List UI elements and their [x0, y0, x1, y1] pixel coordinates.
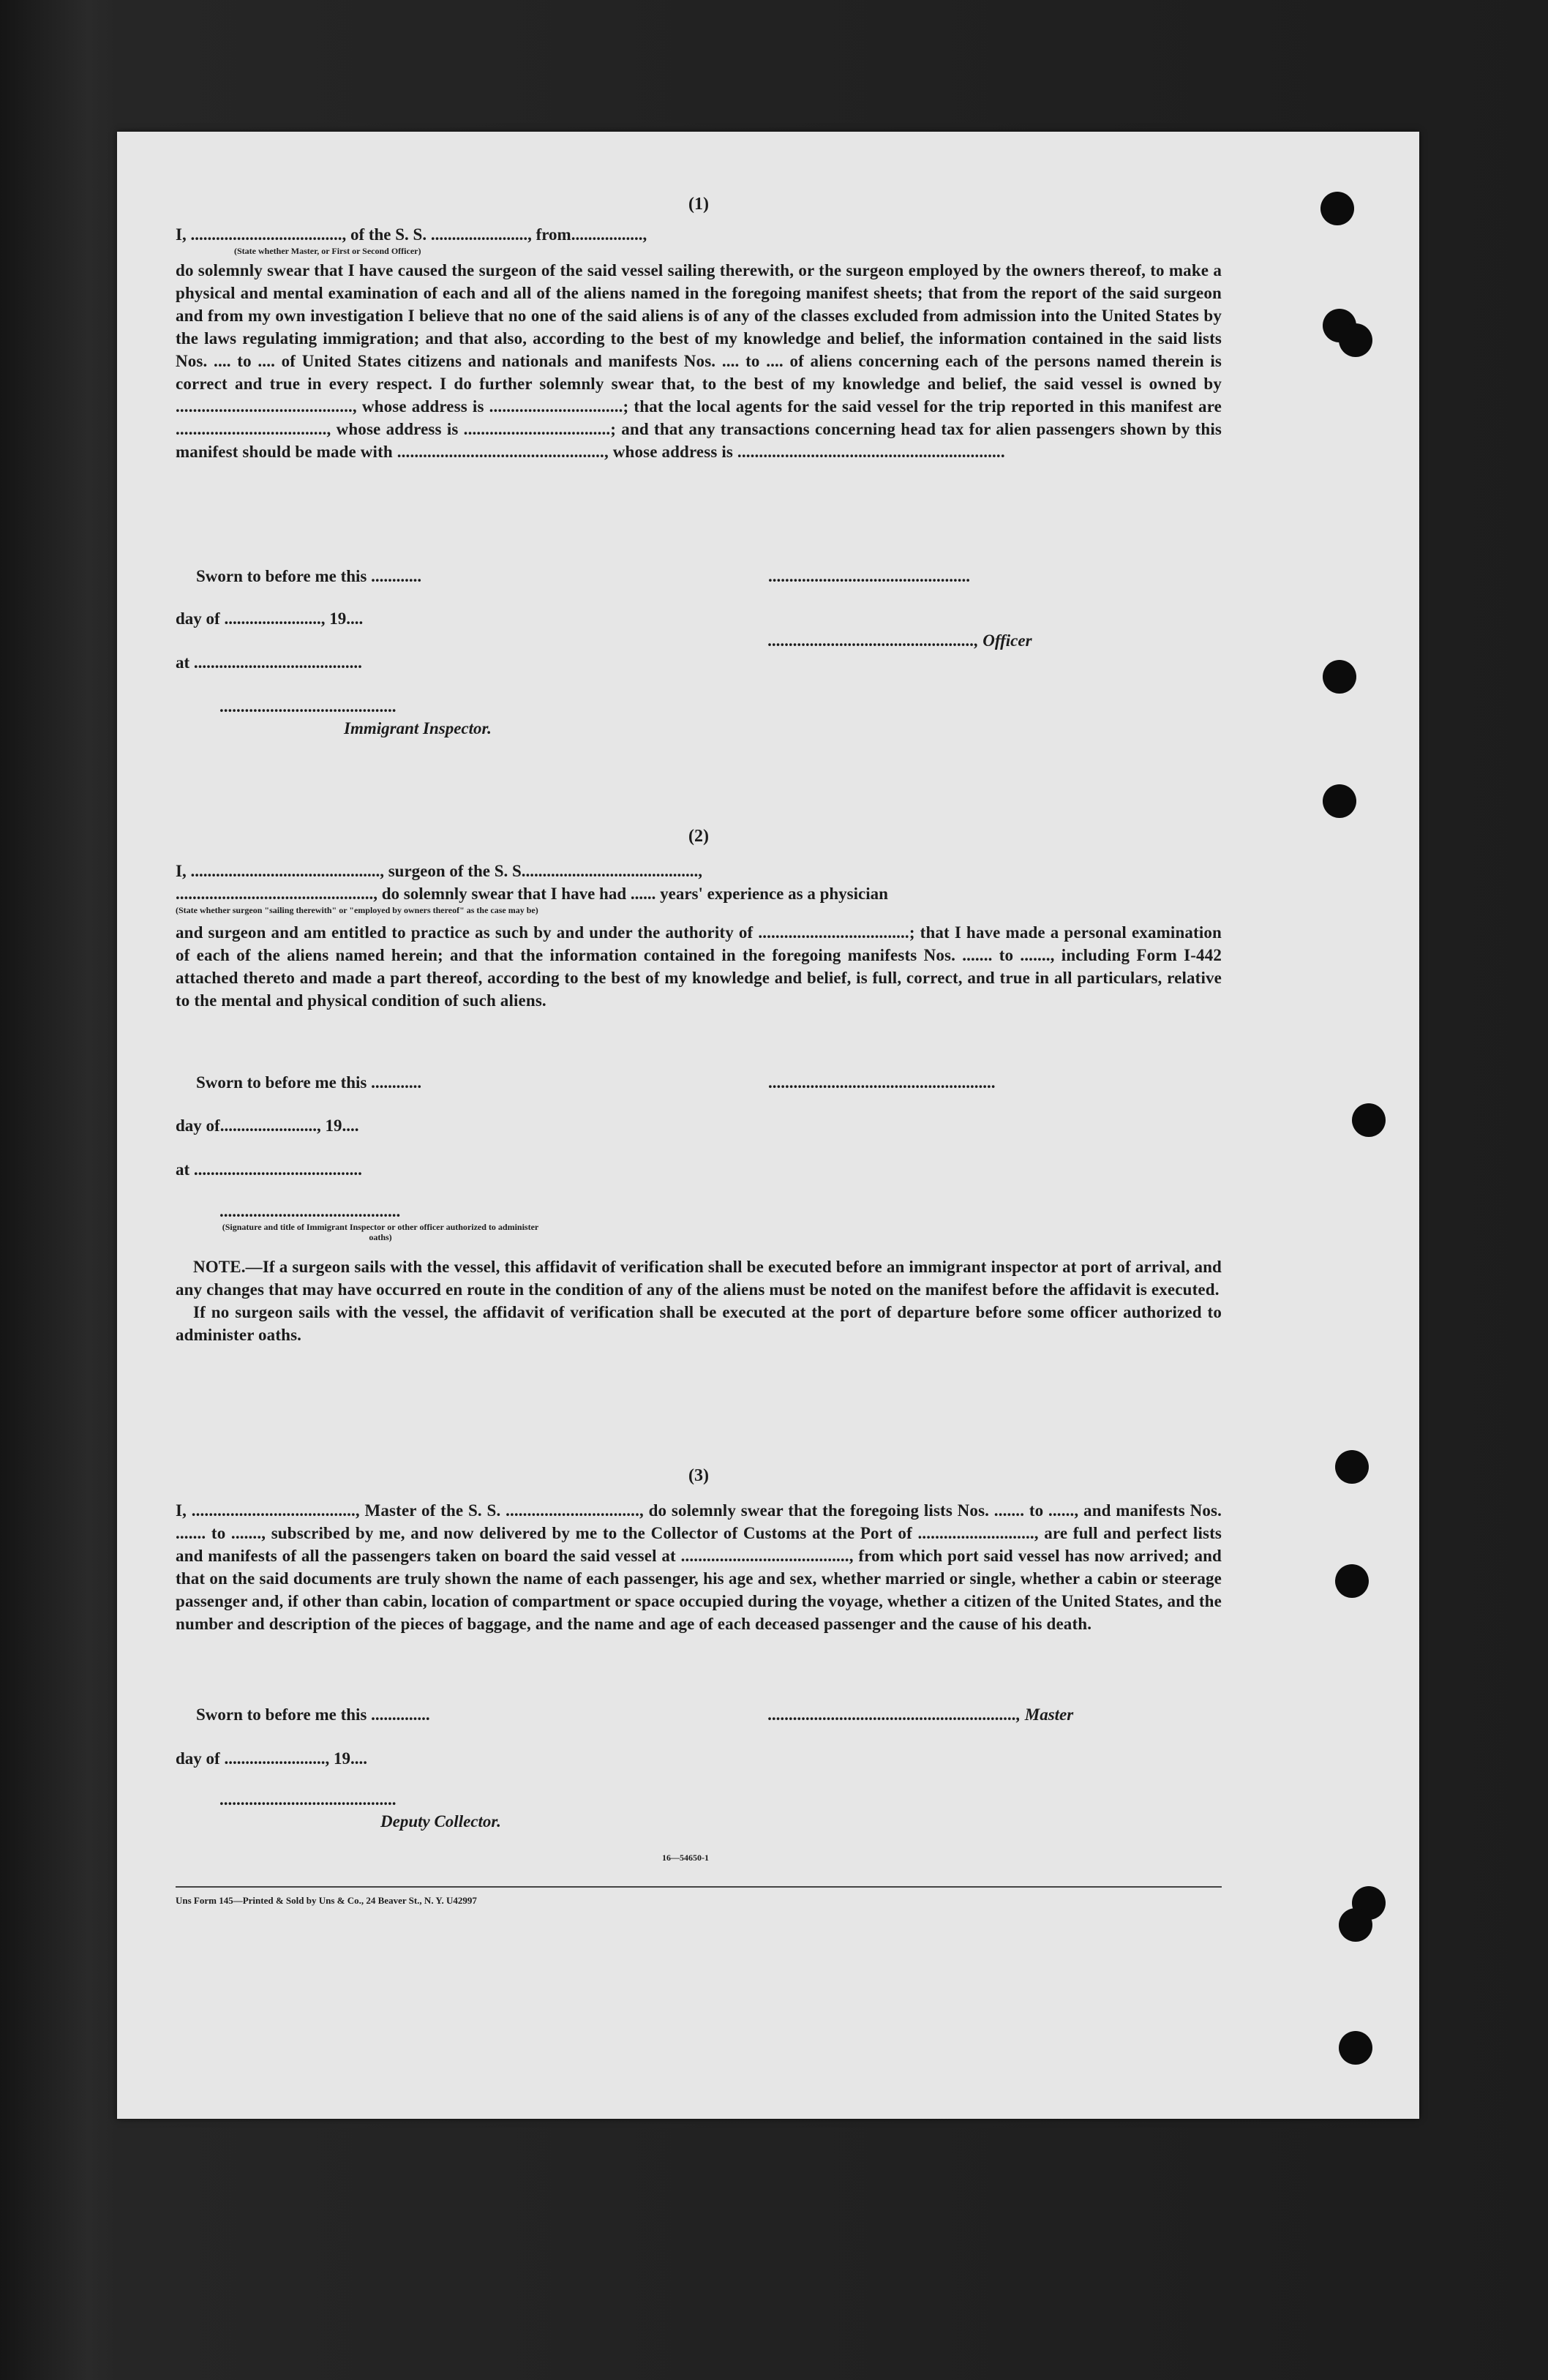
section-3-form-code: 16—54650-1 [662, 1852, 709, 1863]
section-3 [176, 1466, 1222, 1635]
section-2-role-note: (State whether surgeon "sailing therewith" or "employed by owners thereof" as the case may be) [176, 905, 538, 915]
section-1-sworn: Sworn to before me this ............ [196, 567, 422, 585]
section-2-at: at ........................................ [176, 1160, 362, 1179]
section-2-note-2: If no surgeon sails with the vessel, the affidavit of verification shall be executed at the port of departure before some officer authorized to administer oaths. [176, 1303, 1222, 1344]
punch-hole [1323, 660, 1356, 694]
section-2-notes [176, 1255, 1222, 1346]
section-3-sworn: Sworn to before me this .............. [196, 1705, 430, 1724]
section-2-number: (2) [688, 827, 709, 846]
manifest-page [117, 132, 1419, 2119]
section-1-body: do solemnly swear that I have caused the surgeon of the said vessel sailing therewith, or the surgeon employed by the owners thereof, to make a physical and mental examination of each and all of the aliens named in the foregoing manifest sheets; that from the report of the said surgeon and from my own investigation I believe that no one of the said aliens is of any of the classes excluded from admission into the United States by the laws regulating immigration; and that also, according to the best of my knowledge and belief, the information contained in the said lists Nos. .... to .... of United States citizens and nationals and manifests Nos. .... to .... of aliens concerning each of the persons named therein is correct and true in every respect. I do further solemnly swear that, to the best of my knowledge and belief, the said vessel is owned by ........................................., whose address is ...............................; that the local agents for the said vessel for the trip reported in this manifest are ..................................., whose address is ..................................; and that any transactions concerning head tax for alien passengers shown by this manifest should be made with ................................................, whose address is .............................................................. [176, 261, 1222, 461]
punch-hole [1335, 1564, 1369, 1598]
section-1 [176, 195, 1222, 463]
punch-hole [1339, 1908, 1372, 1942]
section-1-inspector-label: Immigrant Inspector. [344, 719, 492, 737]
section-3-master-line: ..........................................................., Master [768, 1705, 1074, 1724]
section-2-note-1: NOTE.—If a surgeon sails with the vessel, this affidavit of verification shall be executed before an immigrant inspector at port of arrival, and any changes that may have occurred en route in the condition of any of the aliens must be noted on the manifest before the affidavit is executed. [176, 1258, 1222, 1299]
section-1-signature-line: .......................................... [219, 697, 397, 716]
footer-rule [176, 1886, 1222, 1888]
section-3-day: day of ........................, 19.... [176, 1749, 367, 1768]
section-2-body: and surgeon and am entitled to practice as such by and under the authority of ...................................; that I have made a personal examination of each of the aliens named herein; and that the information contained in the foregoing manifests Nos. ....... to ......., including Form I-442 attached thereto and made a part thereof, according to the best of my knowledge and belief, is full, correct, and true in all particulars, relative to the mental and physical condition of such aliens. [176, 923, 1222, 1010]
section-3-collector-label: Deputy Collector. [380, 1812, 501, 1831]
footer-imprint: Uns Form 145—Printed & Sold by Uns & Co., 24 Beaver St., N. Y. U42997 [176, 1895, 477, 1906]
section-3-signature-line: .......................................... [219, 1790, 397, 1809]
section-1-role-note: (State whether Master, or First or Second Officer) [234, 246, 421, 256]
punch-hole [1352, 1103, 1386, 1137]
section-2 [176, 827, 1222, 1012]
section-1-first-line: I, ...................................., of the S. S. ......................., from................., [176, 225, 647, 244]
section-1-officer-line-1: ................................................ [768, 567, 970, 585]
section-3-body: I, ......................................, Master of the S. S. ..............................., do solemnly swear that the foregoing lists Nos. ....... to ......, and manifests Nos. ....... to ......., subscribed by me, and now delivered by me to the Collector of Customs at the Port of ..........................., are full and perfect lists and manifests of all the passengers taken on board the said vessel at ......................................., from which port said vessel has now arrived; and that on the said documents are truly shown the name of each passenger, his age and sex, whether married or single, whether a cabin or steerage passenger and, if other than cabin, location of compartment or space occupied during the voyage, whether a citizen of the United States, and the number and description of the pieces of baggage, and the name and age of each deceased passenger and the cause of his death. [176, 1501, 1222, 1633]
section-2-signature-line: ........................................... [219, 1202, 401, 1220]
section-3-number: (3) [688, 1466, 709, 1485]
section-1-number: (1) [688, 195, 709, 214]
section-2-right-line: ...................................................... [768, 1073, 996, 1092]
section-2-first-line: I, ............................................., surgeon of the S. S.........................................., [176, 862, 703, 880]
section-2-sworn: Sworn to before me this ............ [196, 1073, 422, 1092]
punch-hole [1320, 192, 1354, 225]
punch-hole [1323, 784, 1356, 818]
section-2-day: day of......................., 19.... [176, 1116, 359, 1135]
section-1-day: day of ......................., 19.... [176, 609, 364, 628]
section-2-signature-note: (Signature and title of Immigrant Inspector or other officer authorized to administer oaths) [222, 1222, 539, 1242]
section-1-at: at ........................................ [176, 653, 362, 672]
punch-hole [1339, 323, 1372, 357]
punch-hole [1339, 2031, 1372, 2065]
section-1-officer-line-2: ................................................., Officer [768, 631, 1032, 650]
punch-hole [1335, 1450, 1369, 1484]
section-2-second-line: ..............................................., do solemnly swear that I have had ...... years' experience as a physician [176, 885, 888, 903]
